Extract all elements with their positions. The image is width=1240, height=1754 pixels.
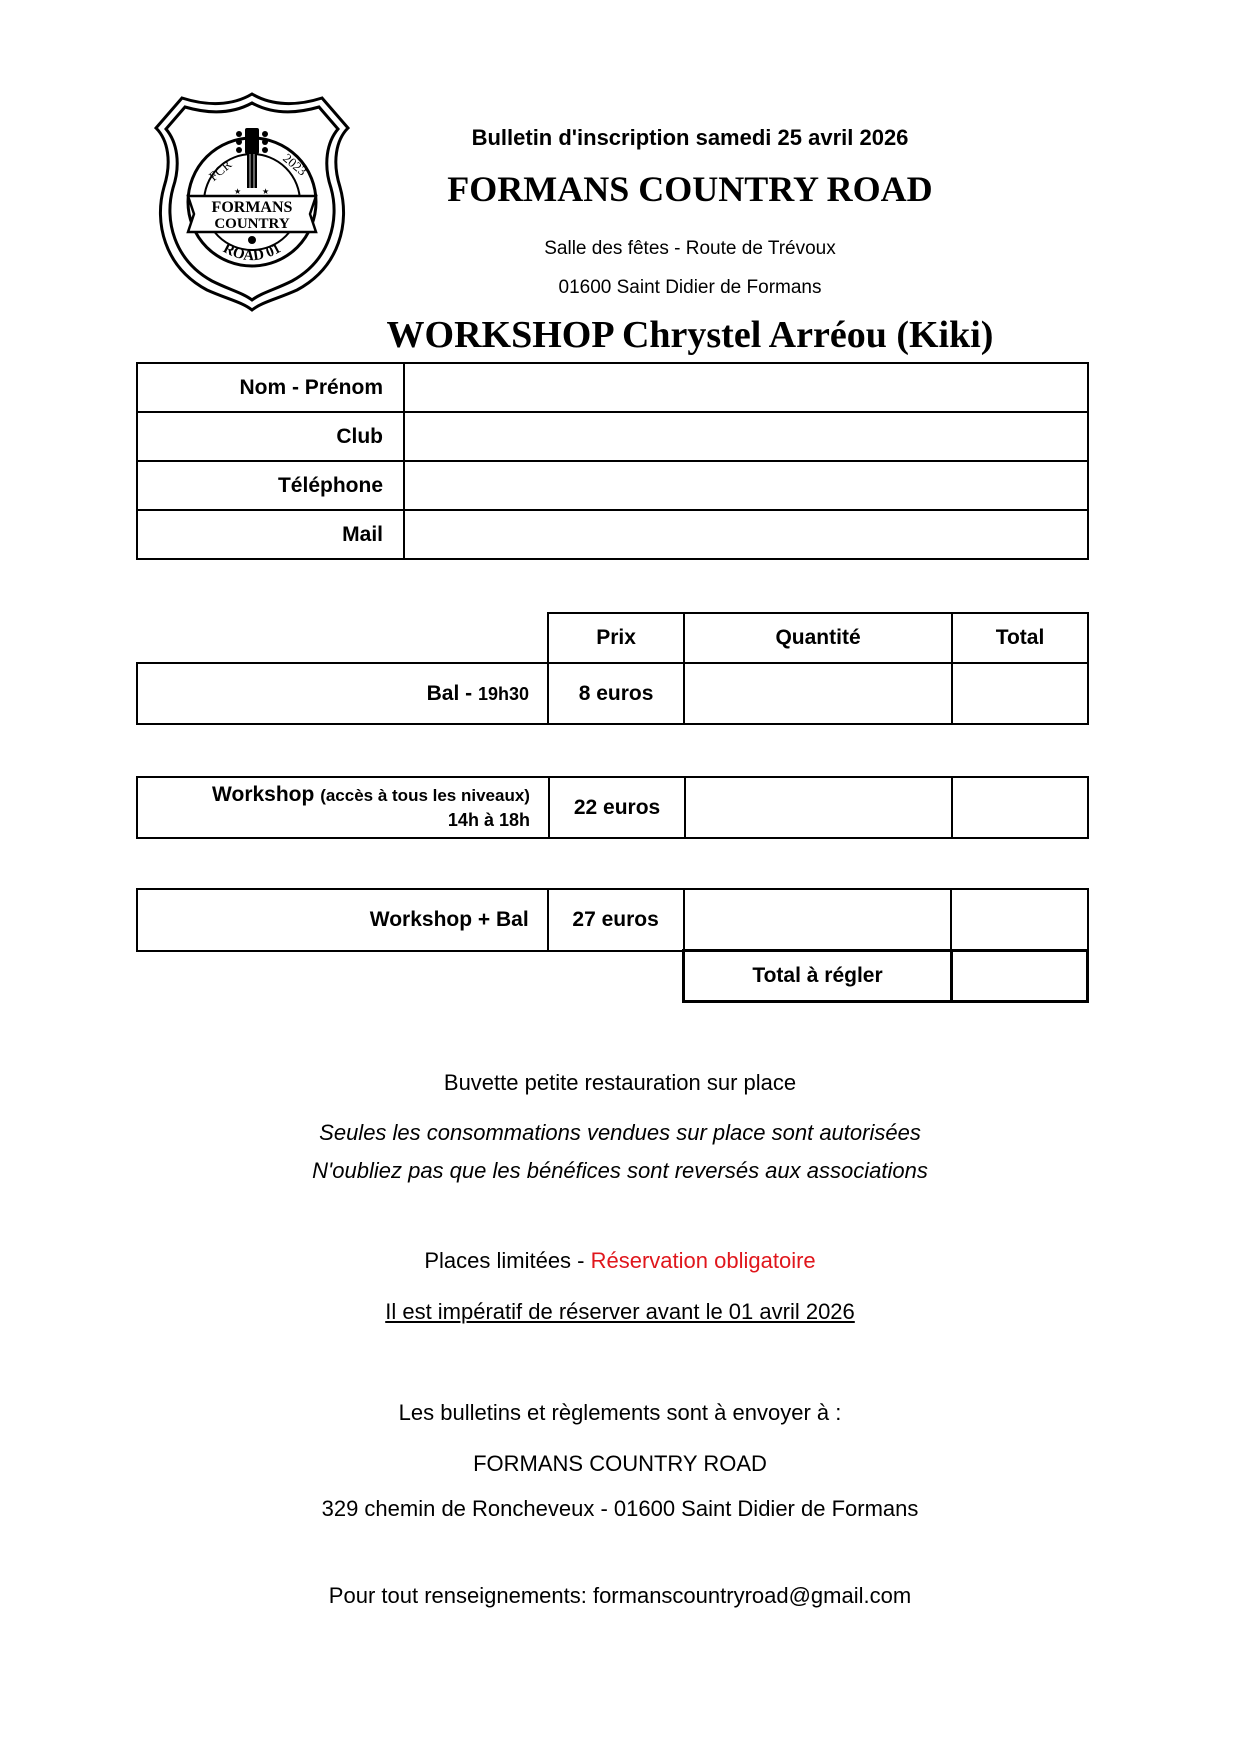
item-price: 8 euros (548, 663, 684, 724)
item-price: 27 euros (548, 889, 684, 951)
consumption-note: Seules les consommations vendues sur place sont autorisées (319, 1120, 921, 1145)
pricing-header-row (137, 613, 1088, 663)
club-field[interactable] (404, 412, 1088, 461)
item-label: Bal - 19h30 (137, 663, 548, 724)
pin-icon (248, 236, 256, 244)
venue: Salle des fêtes - Route de Trévoux (544, 238, 836, 259)
item-label: Workshop (accès à tous les niveaux) 14h à 18h (137, 777, 549, 838)
reservation-required: Réservation obligatoire (590, 1248, 816, 1273)
total-field[interactable] (952, 663, 1088, 724)
field-label: Mail (137, 510, 404, 559)
mail-field[interactable] (404, 510, 1088, 559)
column-header-total: Total (952, 613, 1088, 663)
logo-year: 2023 (280, 150, 310, 179)
buvette-note: Buvette petite restauration sur place (443, 1070, 797, 1095)
item-label: Workshop + Bal (137, 889, 548, 951)
total-field[interactable] (951, 889, 1087, 951)
phone-field[interactable] (404, 461, 1088, 510)
pricing-row-workshop (137, 777, 1088, 838)
field-label: Club (137, 412, 404, 461)
venue-address: 01600 Saint Didier de Formans (558, 277, 822, 298)
form-row-phone (137, 461, 1088, 510)
deadline: Il est impératif de réserver avant le 01 avril 2026 (385, 1299, 855, 1324)
places-limited: Places limitées - Réservation obligatoire (424, 1248, 816, 1273)
quantity-field[interactable] (685, 777, 952, 838)
star-icon: ★ (234, 187, 242, 196)
field-label: Téléphone (137, 461, 404, 510)
grand-total-row (137, 951, 1088, 1002)
logo-banner-line1: FORMANS (211, 199, 293, 216)
club-name: FORMANS COUNTRY ROAD (447, 169, 933, 209)
logo-fcr: FCR (205, 156, 235, 184)
email-link[interactable]: formanscountryroad@gmail.com (592, 1583, 912, 1608)
form-row-club (137, 412, 1088, 461)
club-logo (152, 92, 352, 312)
grand-total-label: Total à régler (684, 951, 952, 1002)
logo-banner-line2: COUNTRY (214, 216, 290, 232)
info-line: Pour tout renseignements: formanscountryroad@gmail.com (328, 1583, 912, 1608)
pricing-table-combo (136, 888, 1089, 1003)
guitar-headstock-icon (236, 128, 268, 188)
pricing-row-bal (137, 663, 1088, 724)
item-price: 22 euros (549, 777, 685, 838)
name-field[interactable] (404, 363, 1088, 412)
quantity-field[interactable] (684, 889, 952, 951)
grand-total-field[interactable] (951, 951, 1087, 1002)
logo-road: ROAD 01 (220, 240, 284, 265)
workshop-title: WORKSHOP Chrystel Arréou (Kiki) (386, 314, 994, 356)
star-icon: ★ (262, 187, 270, 196)
column-header-price: Prix (548, 613, 684, 663)
field-label: Nom - Prénom (137, 363, 404, 412)
total-field[interactable] (952, 777, 1088, 838)
quantity-field[interactable] (684, 663, 952, 724)
form-row-name (137, 363, 1088, 412)
benefits-note: N'oubliez pas que les bénéfices sont reversés aux associations (312, 1158, 928, 1183)
pricing-table-bal (136, 612, 1089, 725)
send-name: FORMANS COUNTRY ROAD (473, 1451, 767, 1476)
send-address: 329 chemin de Roncheveux - 01600 Saint Didier de Formans (321, 1496, 919, 1521)
column-header-quantity: Quantité (684, 613, 952, 663)
form-row-mail (137, 510, 1088, 559)
pricing-table-workshop (136, 776, 1089, 839)
send-to: Les bulletins et règlements sont à envoyer à : (398, 1400, 842, 1425)
pricing-row-combo (137, 889, 1088, 951)
bulletin-date: Bulletin d'inscription samedi 25 avril 2026 (471, 125, 909, 150)
contact-form-table (136, 362, 1089, 560)
